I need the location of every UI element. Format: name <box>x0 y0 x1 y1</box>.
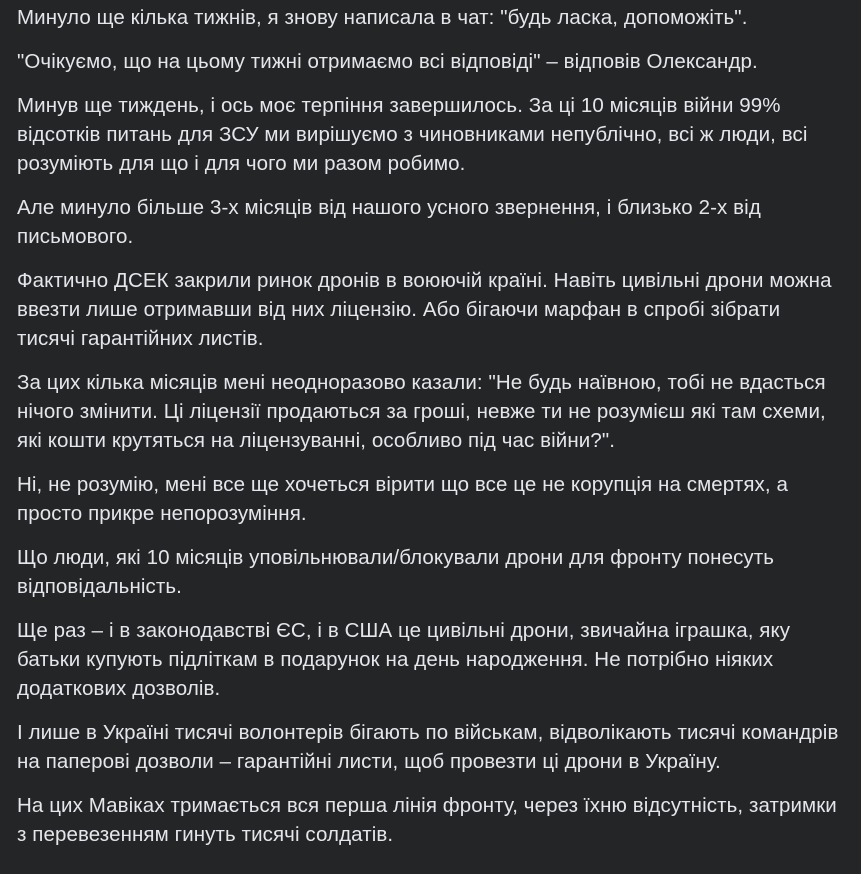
post-paragraph: Але минуло більше 3-х місяців від нашого усного звернення, і близько 2-х від письмового. <box>17 196 761 248</box>
post-paragraph: Ще раз – і в законодавстві ЄС, і в США це цивільні дрони, звичайна іграшка, яку батьки купують підліткам в подарунок на день народження. Не потрібно ніяких додаткових дозволів. <box>17 619 791 700</box>
post-paragraph: Що люди, які 10 місяців уповільнювали/блокували дрони для фронту понесуть відповідальність. <box>17 546 775 598</box>
post-paragraph: І лише в Україні тисячі волонтерів бігають по військам, відволікають тисячі командрів на паперові дозволи – гарантійні листи, щоб провезти ці дрони в Україну. <box>17 721 839 773</box>
post-paragraph: Фактично ДСЕК закрили ринок дронів в воюючій країні. Навіть цивільні дрони можна ввезти лише отримавши від них ліцензію. Або бігаючи марфан в спробі зібрати тисячі гарантійних листів. <box>17 269 832 350</box>
post-paragraph: На цих Мавіках тримається вся перша лінія фронту, через їхню відсутність, затримки з перевезенням гинуть тисячі солдатів. <box>17 794 837 846</box>
post-paragraph: "Очікуємо, що на цьому тижні отримаємо всі відповіді" – відповів Олександр. <box>17 50 758 73</box>
post-paragraph: Минув ще тиждень, і ось моє терпіння завершилось. За ці 10 місяців війни 99% відсотків питань для ЗСУ ми вирішуємо з чиновниками непублічно, всі ж люди, всі розуміють для що і для чого ми разом робимо. <box>17 94 808 175</box>
post-paragraph: Ні, не розумію, мені все ще хочеться вірити що все це не корупція на смертях, а просто прикре непорозуміння. <box>17 473 788 525</box>
post-paragraph: Минуло ще кілька тижнів, я знову написала в чат: "будь ласка, допоможіть". <box>17 6 748 29</box>
post-paragraph: За цих кілька місяців мені неодноразово казали: "Не будь наївною, тобі не вдасться нічого змінити. Ці ліцензії продаються за гроші, невже ти не розумієш які там схеми, які кошти крутяться на ліцензуванні, особливо під час війни?". <box>17 371 826 452</box>
